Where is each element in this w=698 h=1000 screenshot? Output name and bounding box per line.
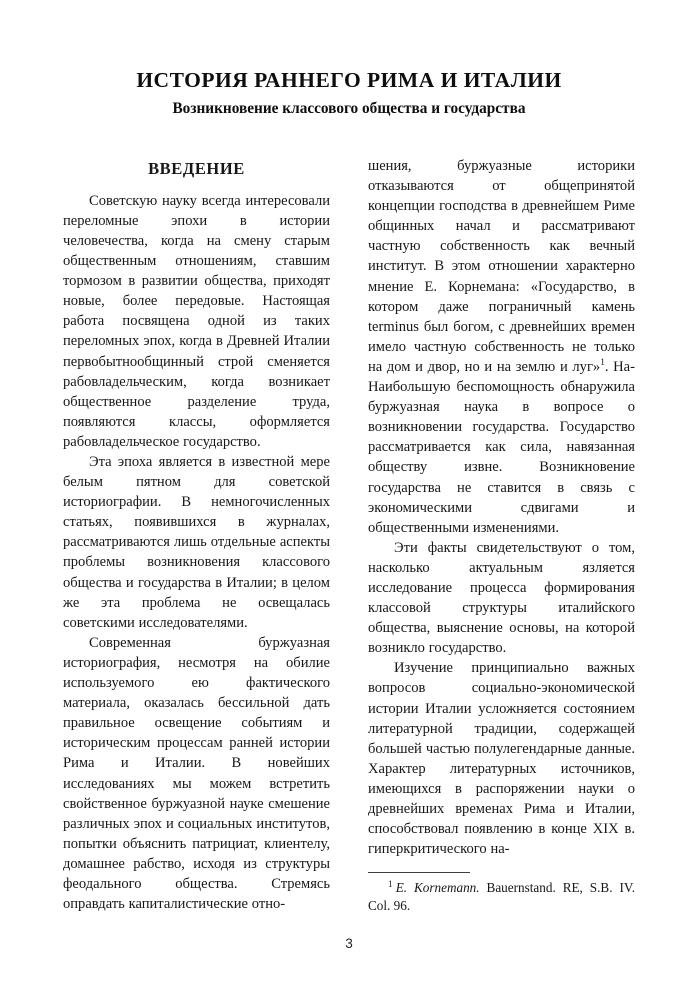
paragraph: Современная буржуазная историография, несмотря на обилие используемого ею фактического материала, оказалась бессильной дать правильное освещение событиям и историческим процессам ранней истории Рима и Италии. В новейших исследованиях мы можем встретить свойственное буржуазной науке смешение различных эпох и социальных институтов, попытки объяснить патрициат, клиентелу, домашнее рабство, исходя из структуры феодального общества. Стремясь оправдать капиталистические отно- xyxy=(63,634,330,913)
document-subtitle: Возникновение классового общества и государства xyxy=(172,100,526,118)
footnote-entry xyxy=(368,879,635,914)
page-header xyxy=(63,68,635,119)
footnote-reference[interactable]: 1 xyxy=(600,358,605,369)
paragraph: Изучение принципиально важных вопросов социально-экономической истории Италии усложняется состоянием литературной традиции, содержащей большей частью полулегендарные данные. Характер литературных источников, имеющихся в распоряжении науки о древнейших временах Рима и Италии, способствовал появлению в конце XIX в. гиперкритического на- xyxy=(368,660,635,858)
footnote-marker: 1 xyxy=(388,879,393,890)
section-heading-introduction: ВВЕДЕНИЕ xyxy=(148,159,245,178)
footnote-separator-rule xyxy=(368,872,470,873)
paragraph-text: шения, буржуазные историки отказываются от общепринятой концепции господства в древнейшем Риме общинных начал и рассматривают частную собственность как вечный институт. В этом отношении характерно мнение Е. Корнемана: «Государство, в котором даже пограничный камень terminus был богом, с древнейших времен имело частную собственность не только на дом и двор, но и на землю и луг» xyxy=(368,158,635,375)
two-column-body xyxy=(63,156,635,926)
paragraph-after-footnote: Наибольшую беспомощность обнаружила буржуазная наука в вопросе о возникновении государства. Государство рассматривается как сила, навязанная обществу извне. Возникновение государства не ставится в связь с экономическими сдвигами и общественными изменениями. xyxy=(368,379,635,536)
right-text-column xyxy=(368,156,635,926)
footnote-citation: Bauernstand. RE, S.B. IV. Col. 96. xyxy=(368,880,635,913)
footnote-block xyxy=(368,872,635,914)
footnote-author: E. Kornemann. xyxy=(395,880,480,895)
paragraph: Эта эпоха является в известной мере белым пятном для советской историографии. В немногочисленных статьях, появившихся в журналах, рассматриваются лишь отдельные аспекты проблемы возникновения классового общества и государства в Италии; в целом же эта проблема не освещалась советскими исследователями. xyxy=(63,454,330,631)
paragraph-tail: . На- xyxy=(604,358,635,375)
paragraph: Эти факты свидетельствуют о том, насколько актуальным язляется исследование процесса формирования классовой структуры италийского общества, выяснение основы, на которой возникло государство. xyxy=(368,539,635,657)
paragraph-continued xyxy=(368,156,635,538)
left-text-column xyxy=(63,156,330,926)
paragraph: Советскую науку всегда интересовали переломные эпохи в истории человечества, когда на смену старым общественным отношениям, ставшим тормозом в развитии общества, приходят новые, более передовые. Настоящая работа посвящена одной из таких переломных эпох, когда в Древней Италии первобытнообщинный строй сменяется рабовладельческим, когда возникает общественное разделение труда, появляются классы, оформляется рабовладельческое государство. xyxy=(63,192,330,450)
document-title: ИСТОРИЯ РАННЕГО РИМА И ИТАЛИИ xyxy=(136,68,562,92)
page-number: 3 xyxy=(345,936,353,951)
